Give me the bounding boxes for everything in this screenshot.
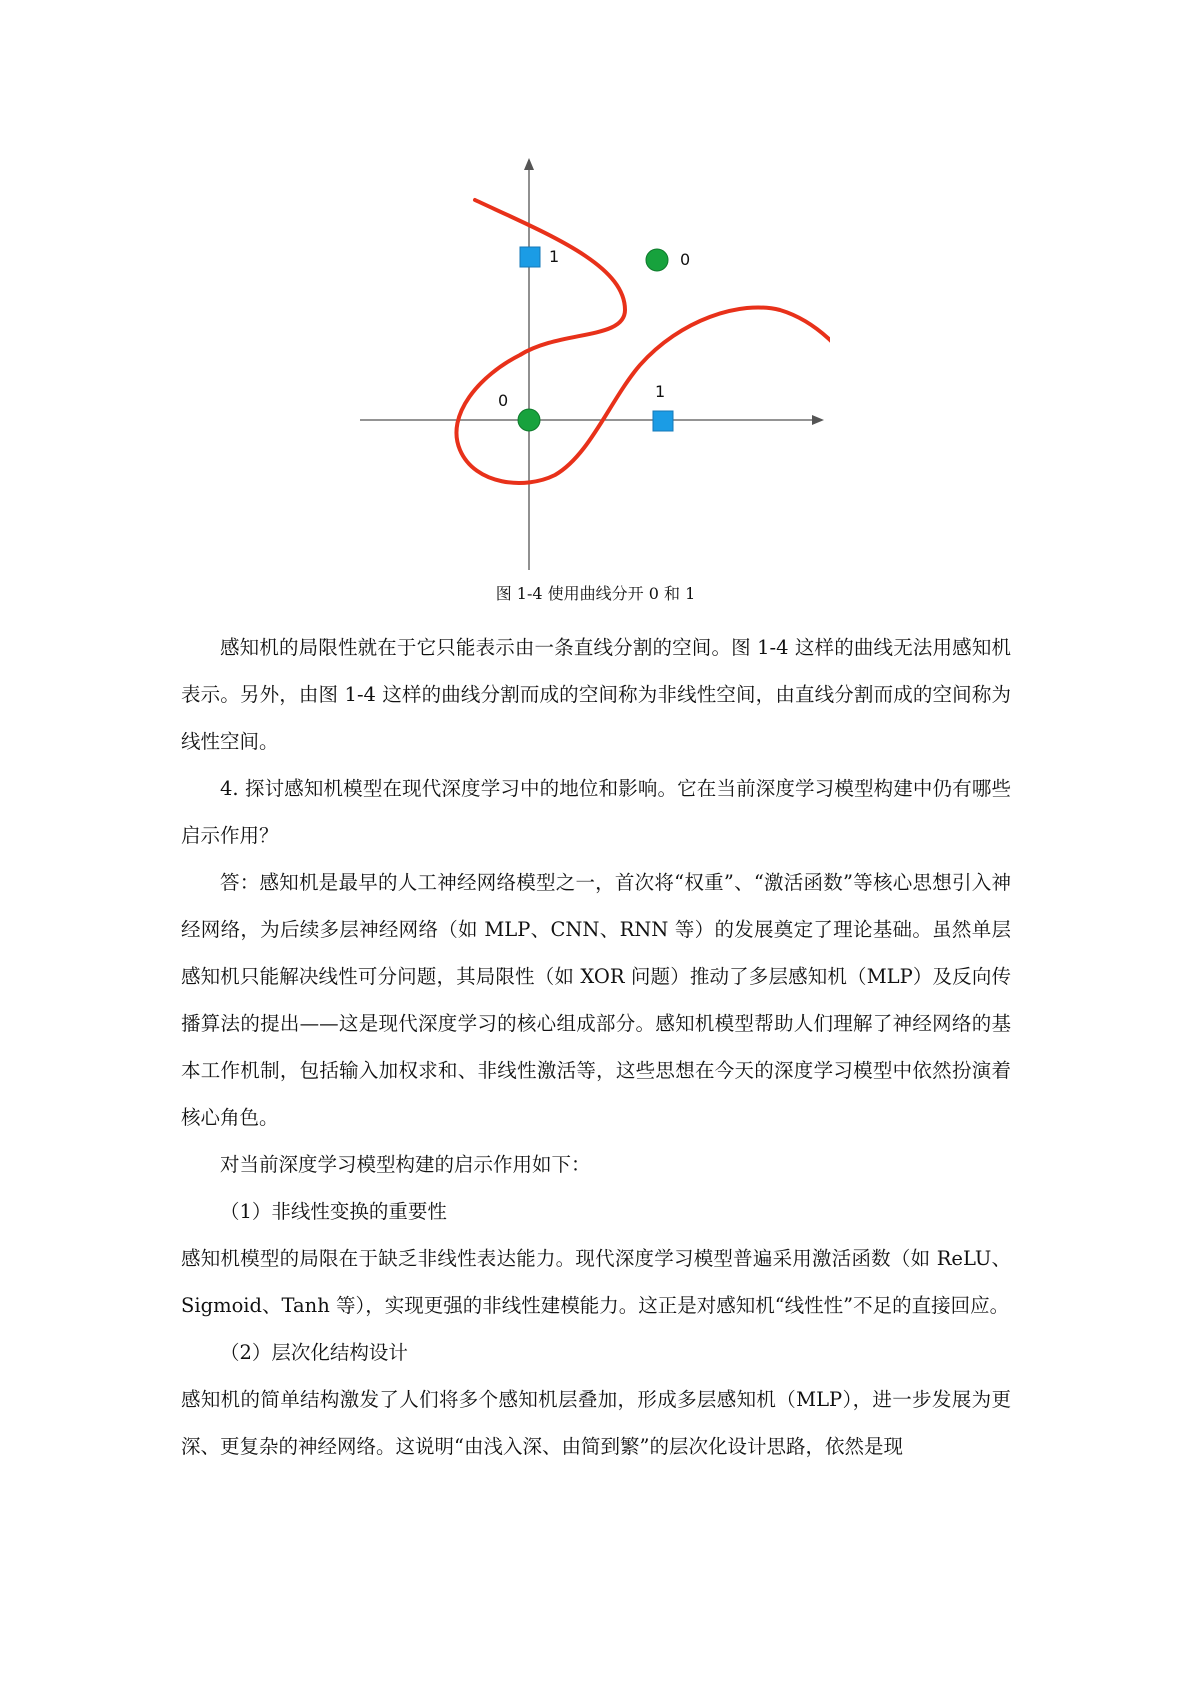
separating-curve <box>456 200 830 483</box>
square-point-right <box>653 411 673 431</box>
paragraph-limitation: 感知机的局限性就在于它只能表示由一条直线分割的空间。图 1-4 这样的曲线无法用感知机表示。另外，由图 1-4 这样的曲线分割而成的空间称为非线性空间，由直线分割而成的空间称为线性空间。 <box>181 636 1011 753</box>
inspiration-intro: 对当前深度学习模型构建的启示作用如下： <box>220 1153 591 1176</box>
label-square-top: 1 <box>549 247 560 266</box>
label-circle-top: 0 <box>680 250 691 269</box>
paragraph-nonlinear: 感知机模型的局限在于缺乏非线性表达能力。现代深度学习模型普遍采用激活函数（如 ReLU、Sigmoid、Tanh 等），实现更强的非线性建模能力。这正是对感知机“线性性”不足的直接回应。 <box>181 1247 1011 1317</box>
figure-caption: 图 1-4 使用曲线分开 0 和 1 <box>495 584 696 603</box>
subheading-hierarchy: （2）层次化结构设计 <box>220 1341 408 1364</box>
label-circle-origin: 0 <box>498 391 509 410</box>
label-square-right: 1 <box>655 382 666 401</box>
body-text <box>181 624 1011 1470</box>
paragraph-hierarchy: 感知机的简单结构激发了人们将多个感知机层叠加，形成多层感知机（MLP），进一步发展为更深、更复杂的神经网络。这说明“由浅入深、由简到繁”的层次化设计思路，依然是现 <box>181 1388 1011 1458</box>
figure-curve-separation <box>350 150 830 580</box>
circle-point-origin <box>518 409 540 431</box>
answer-paragraph: 答：感知机是最早的人工神经网络模型之一，首次将“权重”、“激活函数”等核心思想引入神经网络，为后续多层神经网络（如 MLP、CNN、RNN 等）的发展奠定了理论基础。虽然单层感知机只能解决线性可分问题，其局限性（如 XOR 问题）推动了多层感知机（MLP）及反向传播算法的提出——这是现代深度学习的核心组成部分。感知机模型帮助人们理解了神经网络的基本工作机制，包括输入加权求和、非线性激活等，这些思想在今天的深度学习模型中依然扮演着核心角色。 <box>181 871 1011 1129</box>
circle-point-top <box>646 249 668 271</box>
subheading-nonlinear: （1）非线性变换的重要性 <box>220 1200 447 1223</box>
question-4: 4. 探讨感知机模型在现代深度学习中的地位和影响。它在当前深度学习模型构建中仍有哪些启示作用？ <box>181 777 1011 847</box>
figure-svg <box>350 150 830 580</box>
square-point-top <box>520 247 540 267</box>
